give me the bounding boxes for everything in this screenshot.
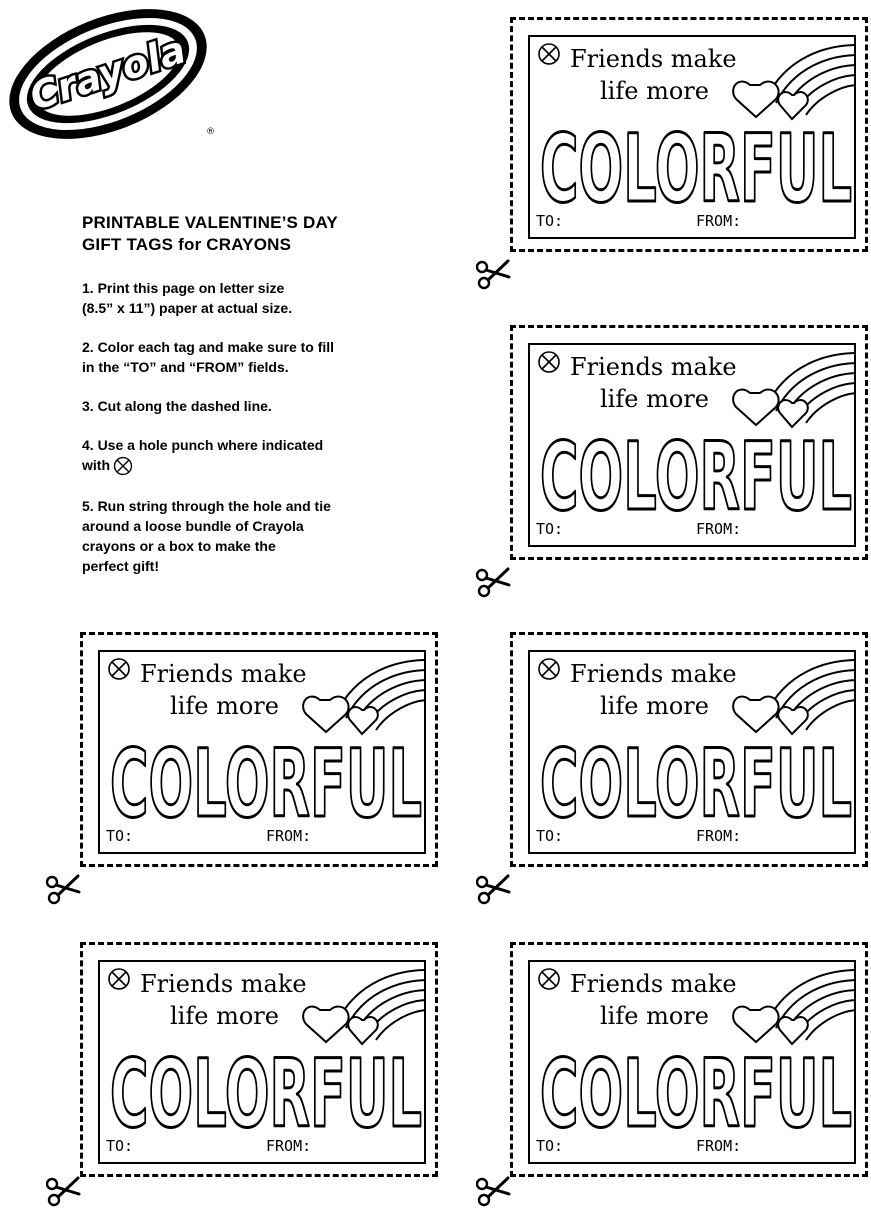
colorful-word <box>536 107 856 207</box>
tag-card <box>528 343 856 547</box>
scissors-icon <box>476 563 512 599</box>
gift-tag-6 <box>510 942 868 1177</box>
tag-text-line2: life more <box>600 77 709 105</box>
tag-card <box>98 960 426 1164</box>
tag-text-line2: life more <box>600 692 709 720</box>
hole-punch-icon <box>536 349 562 375</box>
scissors-icon <box>476 870 512 906</box>
tag-card <box>528 960 856 1164</box>
hole-punch-icon <box>536 966 562 992</box>
step-4: 4. Use a hole punch where indicated with <box>82 435 412 477</box>
instructions-title: PRINTABLE VALENTINE’S DAY GIFT TAGS for CRAYONS <box>82 213 338 254</box>
tag-text-line1: Friends make <box>570 970 737 998</box>
from-field-label: FROM: <box>266 827 312 845</box>
hole-punch-icon <box>106 966 132 992</box>
step-1: 1. Print this page on letter size (8.5” x 11”) paper at actual size. <box>82 280 293 316</box>
tag-text-line1: Friends make <box>140 970 307 998</box>
tag-text-line1: Friends make <box>570 660 737 688</box>
tag-text-line2: life more <box>170 692 279 720</box>
step-3: 3. Cut along the dashed line. <box>82 398 272 414</box>
tag-card <box>528 650 856 854</box>
from-field-label: FROM: <box>696 1137 742 1155</box>
gift-tag-5 <box>80 942 438 1177</box>
scissors-icon <box>476 255 512 291</box>
tag-text-line1: Friends make <box>140 660 307 688</box>
from-field-label: FROM: <box>266 1137 312 1155</box>
tag-card <box>98 650 426 854</box>
crayola-logo <box>0 8 216 142</box>
tag-text-line2: life more <box>600 1002 709 1030</box>
gift-tag-1 <box>510 17 868 252</box>
colorful-word <box>536 415 856 515</box>
hole-punch-icon <box>106 656 132 682</box>
registered-mark: ® <box>206 127 215 137</box>
scissors-icon <box>46 1172 82 1208</box>
to-field-label: TO: <box>536 827 564 845</box>
logo-text: Crayola <box>24 27 191 119</box>
tag-text-line2: life more <box>170 1002 279 1030</box>
step-2: 2. Color each tag and make sure to fill in the “TO” and “FROM” fields. <box>82 339 335 375</box>
from-field-label: FROM: <box>696 827 742 845</box>
hole-punch-icon <box>112 455 134 477</box>
colorful-word <box>536 1032 856 1132</box>
colorful-word <box>106 1032 426 1132</box>
to-field-label: TO: <box>106 1137 134 1155</box>
to-field-label: TO: <box>106 827 134 845</box>
to-field-label: TO: <box>536 212 564 230</box>
tag-card <box>528 35 856 239</box>
gift-tag-2 <box>510 325 868 560</box>
hole-punch-icon <box>536 656 562 682</box>
gift-tag-3 <box>80 632 438 867</box>
from-field-label: FROM: <box>696 212 742 230</box>
to-field-label: TO: <box>536 1137 564 1155</box>
from-field-label: FROM: <box>696 520 742 538</box>
scissors-icon <box>476 1172 512 1208</box>
tag-text-line1: Friends make <box>570 353 737 381</box>
colorful-word <box>106 722 426 822</box>
scissors-icon <box>46 870 82 906</box>
to-field-label: TO: <box>536 520 564 538</box>
hole-punch-icon <box>536 41 562 67</box>
tag-text-line2: life more <box>600 385 709 413</box>
step-5: 5. Run string through the hole and tie around a loose bundle of Crayola crayons or a box to make the perfect gift! <box>82 498 331 575</box>
instructions <box>82 212 412 595</box>
colorful-word <box>536 722 856 822</box>
gift-tag-4 <box>510 632 868 867</box>
tag-text-line1: Friends make <box>570 45 737 73</box>
